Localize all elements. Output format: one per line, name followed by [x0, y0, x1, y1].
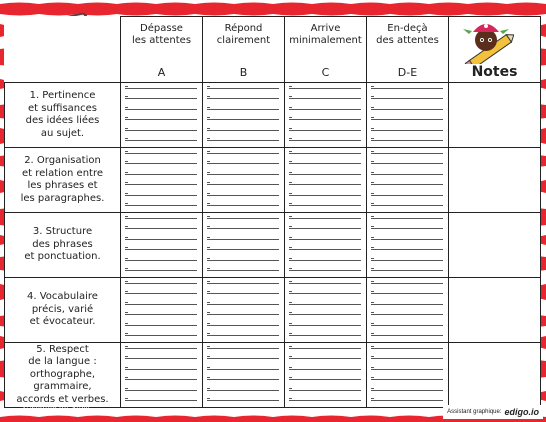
writing-line: [207, 109, 279, 110]
notes-cell[interactable]: [449, 213, 541, 278]
writing-line: [207, 184, 279, 185]
column-letter: A: [157, 66, 166, 79]
writing-line: [371, 218, 443, 219]
criterion-label: 3. Structure des phrases et ponctuation.: [5, 213, 121, 278]
writing-line: [125, 358, 197, 359]
writing-line: [289, 400, 361, 401]
writing-lines: [371, 283, 443, 336]
column-header-b: [203, 17, 285, 83]
writing-line: [371, 314, 443, 315]
writing-line: [125, 205, 197, 206]
writing-line: [125, 195, 197, 196]
answer-cell[interactable]: [203, 83, 285, 148]
writing-line: [289, 335, 361, 336]
notes-cell[interactable]: [449, 148, 541, 213]
writing-line: [289, 293, 361, 294]
writing-lines: [207, 218, 279, 271]
writing-line: [207, 379, 279, 380]
writing-line: [371, 260, 443, 261]
writing-lines: [207, 283, 279, 336]
writing-line: [125, 140, 197, 141]
writing-line: [207, 195, 279, 196]
writing-line: [371, 325, 443, 326]
writing-line: [207, 260, 279, 261]
writing-line: [289, 174, 361, 175]
criterion-row: [5, 83, 541, 148]
writing-line: [207, 400, 279, 401]
writing-line: [289, 369, 361, 370]
writing-line: [289, 358, 361, 359]
writing-line: [289, 260, 361, 261]
writing-line: [371, 174, 443, 175]
writing-line: [371, 239, 443, 240]
writing-line: [289, 184, 361, 185]
criterion-label: 4. Vocabulaire précis, varié et évocateur.: [5, 278, 121, 343]
assistant-label: Assistant graphique:: [447, 409, 502, 415]
assistant-brand: edigo.io: [504, 407, 539, 417]
writing-lines: [207, 88, 279, 141]
writing-line: [289, 130, 361, 131]
writing-line: [207, 228, 279, 229]
writing-lines: [207, 348, 279, 401]
writing-line: [125, 390, 197, 391]
writing-line: [207, 88, 279, 89]
writing-line: [207, 163, 279, 164]
criterion-row: [5, 148, 541, 213]
author-credit: ©Nadine da Silva: [22, 404, 90, 412]
writing-line: [371, 283, 443, 284]
writing-line: [125, 335, 197, 336]
column-description: Arrive minimalement: [289, 23, 362, 46]
criterion-label: 1. Pertinence et suffisances des idées liées au sujet.: [5, 83, 121, 148]
writing-line: [289, 218, 361, 219]
writing-lines: [125, 218, 197, 271]
criterion-row: [5, 278, 541, 343]
writing-line: [371, 119, 443, 120]
writing-line: [207, 348, 279, 349]
writing-line: [289, 249, 361, 250]
writing-line: [207, 335, 279, 336]
writing-line: [207, 283, 279, 284]
notes-label: Notes: [471, 64, 518, 80]
writing-line: [207, 390, 279, 391]
writing-line: [371, 348, 443, 349]
writing-lines: [371, 153, 443, 206]
writing-lines: [371, 348, 443, 401]
notes-cell[interactable]: [449, 343, 541, 408]
writing-line: [125, 153, 197, 154]
writing-line: [371, 304, 443, 305]
writing-line: [125, 325, 197, 326]
writing-line: [125, 260, 197, 261]
writing-line: [207, 304, 279, 305]
writing-line: [125, 184, 197, 185]
column-header-a: [121, 17, 203, 83]
writing-line: [207, 130, 279, 131]
writing-line: [289, 98, 361, 99]
writing-line: [207, 174, 279, 175]
answer-cell[interactable]: [121, 148, 203, 213]
answer-cell[interactable]: [285, 148, 367, 213]
empty-corner: [5, 17, 121, 83]
writing-line: [289, 205, 361, 206]
writing-line: [207, 325, 279, 326]
writing-line: [125, 379, 197, 380]
column-header-de: [367, 17, 449, 83]
column-description: En-deçà des attentes: [376, 23, 439, 46]
answer-cell[interactable]: [367, 343, 449, 408]
writing-line: [125, 228, 197, 229]
writing-line: [371, 184, 443, 185]
writing-line: [371, 88, 443, 89]
writing-line: [125, 88, 197, 89]
writing-line: [289, 348, 361, 349]
writing-line: [289, 228, 361, 229]
writing-line: [371, 293, 443, 294]
criterion-row: [5, 343, 541, 408]
writing-lines: [289, 153, 361, 206]
writing-line: [289, 153, 361, 154]
column-description: Dépasse les attentes: [131, 23, 192, 46]
writing-line: [125, 239, 197, 240]
writing-line: [207, 314, 279, 315]
writing-lines: [125, 153, 197, 206]
writing-line: [371, 195, 443, 196]
writing-line: [125, 400, 197, 401]
criterion-label: 2. Organisation et relation entre les phrases et les paragraphes.: [5, 148, 121, 213]
writing-line: [371, 98, 443, 99]
writing-lines: [371, 218, 443, 271]
writing-line: [371, 205, 443, 206]
answer-cell[interactable]: [367, 278, 449, 343]
notes-cell[interactable]: [449, 278, 541, 343]
writing-lines: [289, 348, 361, 401]
writing-line: [125, 283, 197, 284]
writing-line: [371, 130, 443, 131]
writing-line: [289, 195, 361, 196]
writing-line: [125, 98, 197, 99]
assistant-badge: [443, 405, 543, 419]
writing-line: [207, 249, 279, 250]
writing-lines: [289, 283, 361, 336]
writing-line: [125, 304, 197, 305]
writing-line: [125, 270, 197, 271]
writing-line: [125, 163, 197, 164]
writing-line: [125, 293, 197, 294]
writing-line: [371, 163, 443, 164]
writing-line: [371, 379, 443, 380]
column-letter: B: [239, 66, 248, 79]
answer-cell[interactable]: [367, 213, 449, 278]
writing-line: [207, 239, 279, 240]
writing-lines: [125, 283, 197, 336]
writing-lines: [125, 348, 197, 401]
answer-cell[interactable]: [367, 148, 449, 213]
column-letter: C: [321, 66, 330, 79]
writing-line: [207, 98, 279, 99]
writing-line: [125, 348, 197, 349]
answer-cell[interactable]: [121, 213, 203, 278]
answer-cell[interactable]: [285, 278, 367, 343]
writing-line: [371, 140, 443, 141]
writing-line: [125, 369, 197, 370]
writing-line: [125, 314, 197, 315]
writing-line: [207, 205, 279, 206]
writing-line: [207, 140, 279, 141]
answer-cell[interactable]: [285, 213, 367, 278]
writing-lines: [371, 88, 443, 141]
writing-line: [289, 304, 361, 305]
writing-line: [207, 369, 279, 370]
answer-cell[interactable]: [285, 343, 367, 408]
writing-line: [289, 163, 361, 164]
writing-line: [125, 109, 197, 110]
writing-line: [289, 314, 361, 315]
answer-cell[interactable]: [285, 83, 367, 148]
criterion-label: 5. Respect de la langue : orthographe, grammaire, accords et verbes.: [5, 343, 121, 408]
writing-line: [207, 153, 279, 154]
rubric-table: [4, 16, 541, 408]
writing-line: [289, 88, 361, 89]
writing-line: [289, 390, 361, 391]
criterion-row: [5, 213, 541, 278]
writing-line: [207, 270, 279, 271]
answer-cell[interactable]: [121, 278, 203, 343]
writing-line: [125, 130, 197, 131]
writing-line: [125, 119, 197, 120]
writing-lines: [289, 218, 361, 271]
column-description: Répond clairement: [216, 23, 271, 46]
writing-line: [289, 109, 361, 110]
writing-line: [371, 358, 443, 359]
writing-line: [125, 218, 197, 219]
pencil-character-icon: [458, 14, 514, 64]
writing-line: [371, 400, 443, 401]
notes-cell[interactable]: [449, 83, 541, 148]
writing-line: [207, 293, 279, 294]
writing-line: [289, 283, 361, 284]
writing-line: [371, 228, 443, 229]
writing-line: [371, 270, 443, 271]
column-header-c: [285, 17, 367, 83]
answer-cell[interactable]: [203, 148, 285, 213]
answer-cell[interactable]: [203, 213, 285, 278]
writing-line: [125, 174, 197, 175]
writing-line: [371, 249, 443, 250]
writing-line: [371, 390, 443, 391]
answer-cell[interactable]: [203, 343, 285, 408]
writing-line: [371, 335, 443, 336]
answer-cell[interactable]: [121, 83, 203, 148]
writing-line: [125, 249, 197, 250]
writing-line: [207, 218, 279, 219]
writing-line: [289, 270, 361, 271]
column-letter: D-E: [397, 66, 418, 79]
writing-line: [289, 119, 361, 120]
answer-cell[interactable]: [203, 278, 285, 343]
writing-line: [289, 325, 361, 326]
writing-line: [289, 239, 361, 240]
writing-line: [371, 109, 443, 110]
writing-line: [289, 140, 361, 141]
writing-lines: [289, 88, 361, 141]
writing-line: [371, 369, 443, 370]
writing-line: [289, 379, 361, 380]
writing-line: [207, 358, 279, 359]
writing-lines: [207, 153, 279, 206]
writing-lines: [125, 88, 197, 141]
writing-line: [207, 119, 279, 120]
answer-cell[interactable]: [121, 343, 203, 408]
writing-line: [371, 153, 443, 154]
answer-cell[interactable]: [367, 83, 449, 148]
